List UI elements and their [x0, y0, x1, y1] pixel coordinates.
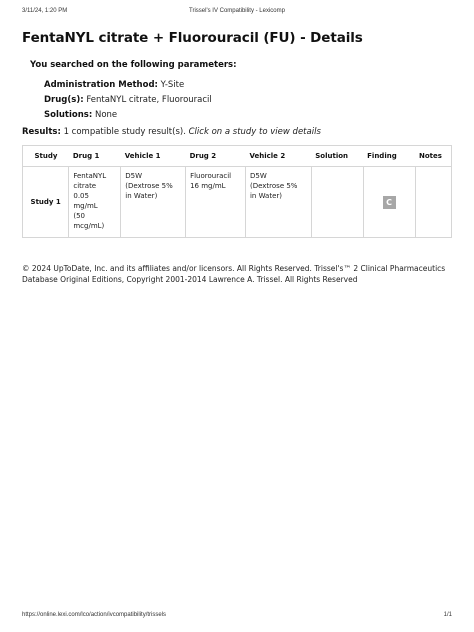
results-label: Results:	[22, 127, 61, 137]
column-header-vehicle2: Vehicle 2	[245, 146, 311, 167]
notes-cell	[415, 167, 452, 238]
drug1-line: 0.05	[73, 192, 89, 200]
drug2-line: Fluorouracil	[190, 172, 232, 180]
print-page-number: 1/1	[443, 612, 452, 618]
finding-cell	[363, 167, 415, 238]
print-header	[22, 8, 452, 18]
drug1-line: mg/mL	[73, 202, 98, 210]
compatible-finding-badge[interactable]: C	[383, 196, 396, 209]
study-cell[interactable]: Study 1	[23, 167, 69, 238]
search-parameters	[44, 78, 212, 123]
print-datetime: 3/11/24, 1:20 PM	[22, 8, 68, 14]
column-header-finding: Finding	[363, 146, 415, 167]
vehicle1-line: in Water)	[125, 192, 158, 200]
param-label: Solutions:	[44, 110, 93, 120]
param-administration-method	[44, 78, 212, 93]
results-hint: Click on a study to view details	[188, 127, 321, 137]
vehicle2-line: (Dextrose 5%	[249, 182, 298, 190]
param-value: None	[94, 110, 118, 120]
param-drugs	[44, 93, 212, 108]
drug1-cell	[69, 167, 121, 238]
column-header-drug1: Drug 1	[69, 146, 121, 167]
column-header-solution: Solution	[311, 146, 363, 167]
column-header-vehicle1: Vehicle 1	[121, 146, 186, 167]
drug1-line: FentaNYL	[73, 172, 107, 180]
param-value: FentaNYL citrate, Fluorouracil	[86, 95, 212, 105]
results-count: 1 compatible study result(s).	[63, 127, 186, 137]
print-footer	[22, 612, 452, 622]
table-row[interactable]	[23, 167, 452, 238]
param-value: Y-Site	[160, 80, 185, 90]
print-url: https://online.lexi.com/lco/action/ivcompatibility/trissels	[22, 612, 167, 618]
drug2-cell	[186, 167, 246, 238]
page-title: FentaNYL citrate + Fluorouracil (FU) - Details	[22, 30, 363, 46]
drug2-line: 16 mg/mL	[190, 182, 226, 190]
solution-cell	[311, 167, 363, 238]
param-label: Administration Method:	[44, 80, 158, 90]
column-header-drug2: Drug 2	[186, 146, 246, 167]
table-header-row	[23, 146, 452, 167]
column-header-study: Study	[23, 146, 69, 167]
drug1-line: citrate	[73, 182, 97, 190]
vehicle1-cell	[121, 167, 186, 238]
print-page-title: Trissel's IV Compatibility - Lexicomp	[189, 8, 285, 14]
results-table	[22, 145, 452, 238]
vehicle1-line: D5W	[125, 172, 143, 180]
drug1-line: mcg/mL)	[73, 222, 105, 230]
vehicle2-line: D5W	[249, 172, 267, 180]
vehicle2-cell	[245, 167, 311, 238]
results-summary	[22, 127, 321, 137]
vehicle1-line: (Dextrose 5%	[125, 182, 173, 190]
copyright-notice: © 2024 UpToDate, Inc. and its affiliates and/or licensors. All Rights Reserved. Trissel's™ 2 Clinical Pharmaceutics Database Original Editions, Copyright 2001-2014 Lawrence A. Trissel. All Rights Reserved	[22, 264, 446, 284]
search-parameters-heading: You searched on the following parameters:	[30, 60, 237, 70]
vehicle2-line: in Water)	[249, 192, 282, 200]
param-label: Drug(s):	[44, 95, 84, 105]
column-header-notes: Notes	[415, 146, 452, 167]
drug1-line: (50	[73, 212, 85, 220]
param-solutions	[44, 108, 212, 123]
